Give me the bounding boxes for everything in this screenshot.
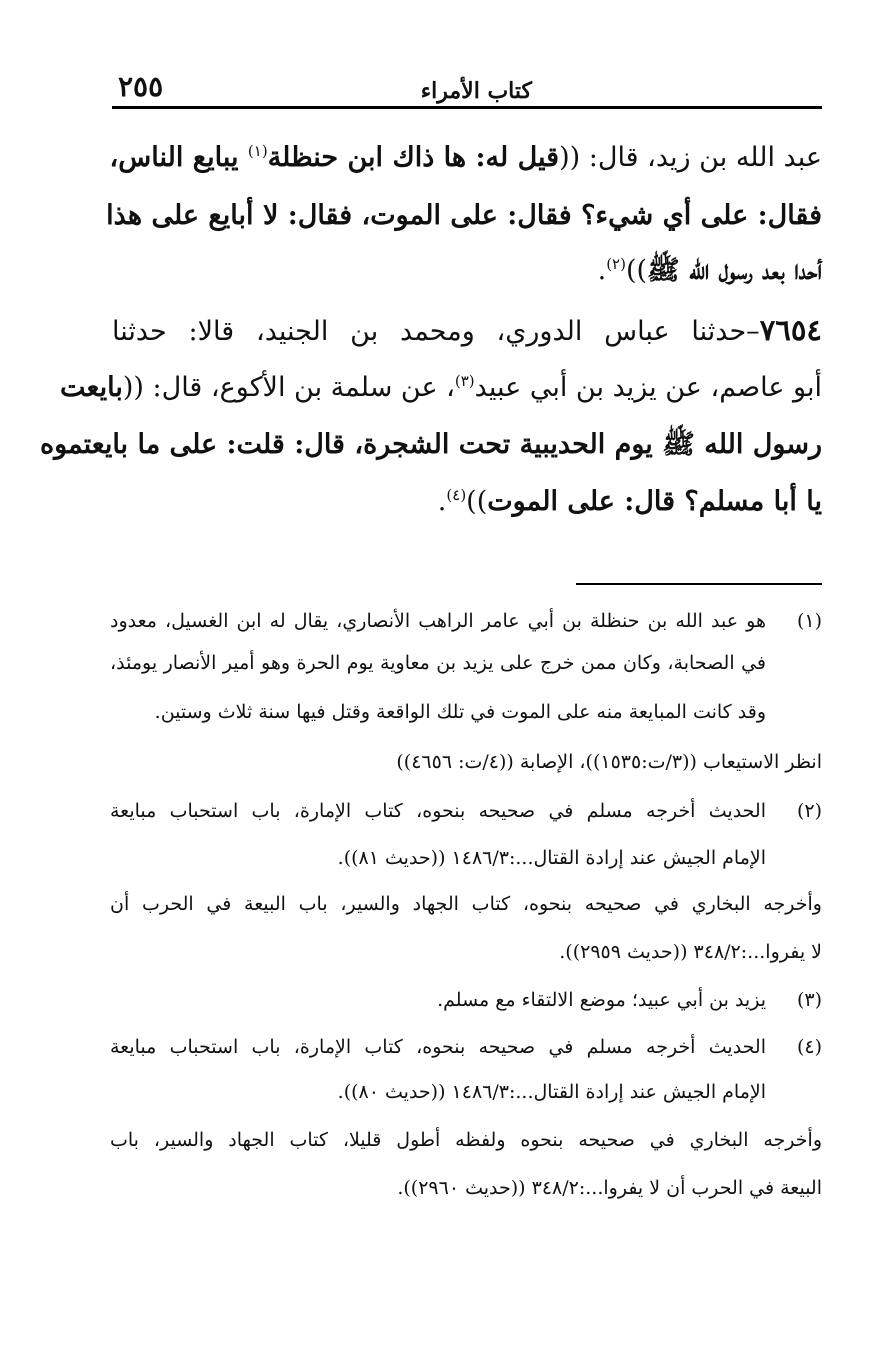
footnote-4-line-4: البيعة في الحرب أن لا يفروا...:٣٤٨/٢ ((حديث ٢٩٦٠)). xyxy=(397,1177,822,1199)
footnote-number: (١) xyxy=(796,610,822,632)
footnote-1: (١) هو عبد الله بن حنظلة بن أبي عامر الراهب الأنصاري، يقال له ابن الغسيل، معدود xyxy=(110,601,822,641)
main-line-1: عبد الله بن زيد، قال: ((قيل له: ها ذاك ابن حنظلة$^{(١)}$ يبايع الناس، xyxy=(109,142,822,173)
footnote-3: (٣) يزيد بن أبي عبيد؛ موضع الالتقاء مع مسلم. xyxy=(110,980,822,1020)
footnote-1-line-2: في الصحابة، وكان ممن خرج على يزيد بن معاوية يوم الحرة وهو أمير الأنصار يومئذ، xyxy=(110,652,766,674)
main-line-4: ٧٦٥٤–حدثنا عباس الدوري، ومحمد بن الجنيد، قالا: حدثنا xyxy=(112,313,822,347)
footnote-ref: (٣) xyxy=(454,372,475,390)
footnote-4: (٤) الحديث أخرجه مسلم في صحيحه بنحوه، كتاب الإمارة، باب استحباب مبايعة xyxy=(110,1027,822,1067)
footnote-2: (٢) الحديث أخرجه مسلم في صحيحه بنحوه، كتاب الإمارة، باب استحباب مبايعة xyxy=(110,791,822,831)
footnote-number: (٤) xyxy=(796,1036,822,1058)
footnote-1-line-3: وقد كانت المبايعة منه على الموت في تلك الواقعة وقتل فيها سنة ثلاث وستين. xyxy=(154,701,766,723)
main-line-2: فقال: على أي شيء؟ فقال: على الموت، فقال: لا أبايع على هذا xyxy=(106,200,822,231)
running-header xyxy=(112,66,822,109)
footnote-ref: (٤) xyxy=(446,486,467,504)
footnote-2-line-2: الإمام الجيش عند إرادة القتال...:١٤٨٦/٣ ((حديث ٨١)). xyxy=(337,847,766,869)
footnote-1-line-4: انظر الاستيعاب ((٣/ت:١٥٣٥))، الإصابة ((٤/ت: ٤٦٥٦)) xyxy=(396,751,822,773)
footnote-ref: (٢) xyxy=(606,255,626,273)
footnote-number: (٢) xyxy=(796,800,822,822)
footnote-2-line-4: لا يفروا...:٣٤٨/٢ ((حديث ٢٩٥٩)). xyxy=(559,941,822,963)
main-line-5: أبو عاصم، عن يزيد بن أبي عبيد$^{(٣)}$، عن سلمة بن الأكوع، قال: ((بايعت xyxy=(60,372,822,403)
footnote-2-line-3: وأخرجه البخاري في صحيحه بنحوه، كتاب الجهاد والسير، باب البيعة في الحرب أن xyxy=(110,893,822,915)
chapter-title: كتاب الأمراء xyxy=(420,78,532,104)
page-number: ٢٥٥ xyxy=(118,70,164,103)
main-line-7: يا أبا مسلم؟ قال: على الموت))$^{(٤)}$. xyxy=(437,486,822,517)
main-line-3: أحدا بعد رسول الله ﷺ))$^{(٢)}$. xyxy=(597,255,822,286)
footnote-ref: (١) xyxy=(247,142,268,160)
hadith-number: ٧٦٥٤ xyxy=(759,313,822,347)
main-line-6: رسول الله ﷺ يوم الحديبية تحت الشجرة، قال: قلت: على ما بايعتموه xyxy=(39,429,822,460)
footnote-number: (٣) xyxy=(796,989,822,1011)
footnote-4-line-2: الإمام الجيش عند إرادة القتال...:١٤٨٦/٣ ((حديث ٨٠)). xyxy=(337,1081,766,1103)
footnote-4-line-3: وأخرجه البخاري في صحيحه بنحوه ولفظه أطول قليلا، كتاب الجهاد والسير، باب xyxy=(110,1129,822,1151)
footnote-separator xyxy=(576,583,822,585)
